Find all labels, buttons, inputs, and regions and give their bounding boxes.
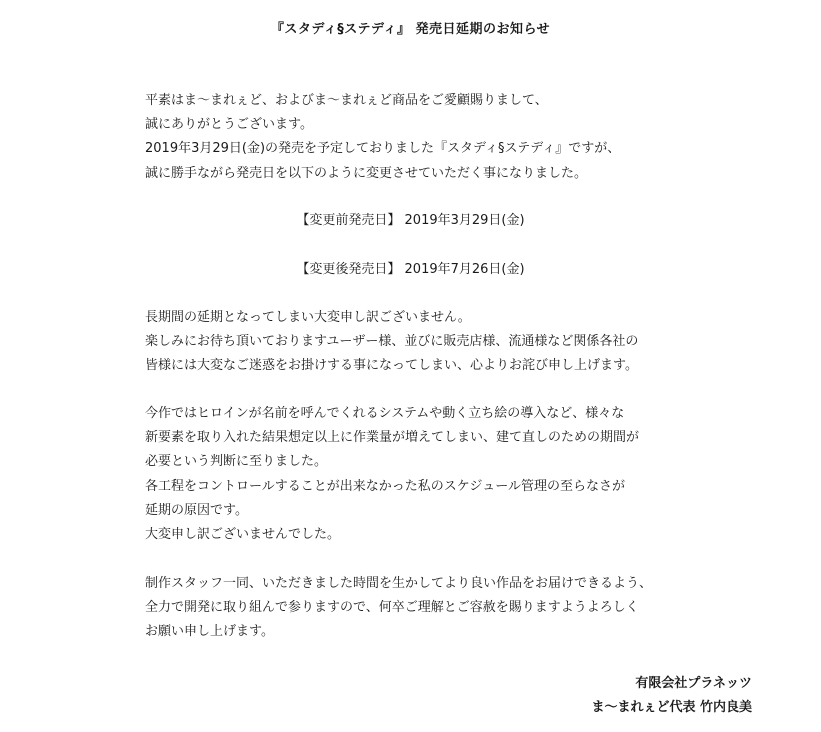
reason-line: 新要素を取り入れた結果想定以上に作業量が増えてしまい、建て直しのための期間が bbox=[145, 430, 640, 446]
signature-representative: ま～まれぇど代表 竹内良美 bbox=[591, 700, 752, 715]
intro-paragraph bbox=[145, 89, 620, 186]
intro-line: 誠に勝手ながら発売日を以下のように変更させていただく事になりました。 bbox=[145, 165, 588, 181]
reason-line: 延期の原因です。 bbox=[145, 502, 248, 518]
signature-company: 有限会社プラネッツ bbox=[635, 676, 752, 691]
closing-line: お願い申し上げます。 bbox=[145, 624, 274, 640]
notice-title: 『スタディ§ステディ』 発売日延期のお知らせ bbox=[270, 22, 551, 37]
reason-line: 大変申し訳ございませんでした。 bbox=[145, 527, 341, 543]
reason-line: 各工程をコントロールすることが出来なかった私のスケジュール管理の至らなさが bbox=[145, 478, 625, 494]
closing-line: 全力で開発に取り組んで参りますので、何卒ご理解とご容赦を賜りますようよろしく bbox=[145, 600, 639, 616]
intro-line: 平素はま～まれぇど、およびま～まれぇど商品をご愛顧賜りまして、 bbox=[145, 93, 548, 108]
reason-line: 今作ではヒロインが名前を呼んでくれるシステムや動く立ち絵の導入など、様々な bbox=[145, 406, 625, 421]
closing-paragraph bbox=[145, 572, 652, 645]
closing-line: 制作スタッフ一同、いただきました時間を生かしてより良い作品をお届けできるよう、 bbox=[145, 576, 653, 591]
apology-line: 楽しみにお待ち頂いておりますユーザー様、並びに販売店様、流通様など関係各社の bbox=[145, 334, 639, 350]
reason-line: 必要という判断に至りました。 bbox=[145, 454, 328, 470]
intro-line: 誠にありがとうございます。 bbox=[145, 117, 313, 133]
release-date-before: 【変更前発売日】 2019年3月29日(金) bbox=[296, 213, 525, 228]
apology-line: 皆様には大変なご迷惑をお掛けする事になってしまい、心よりお詫び申し上げます。 bbox=[145, 358, 638, 374]
reason-paragraph bbox=[145, 402, 639, 547]
intro-line: 2019年3月29日(金)の発売を予定しておりました『スタディ§ステディ』ですが、 bbox=[145, 141, 621, 157]
apology-paragraph bbox=[145, 306, 638, 379]
release-date-after: 【変更後発売日】 2019年7月26日(金) bbox=[296, 262, 525, 277]
apology-line: 長期間の延期となってしまい大変申し訳ございません。 bbox=[145, 310, 471, 325]
